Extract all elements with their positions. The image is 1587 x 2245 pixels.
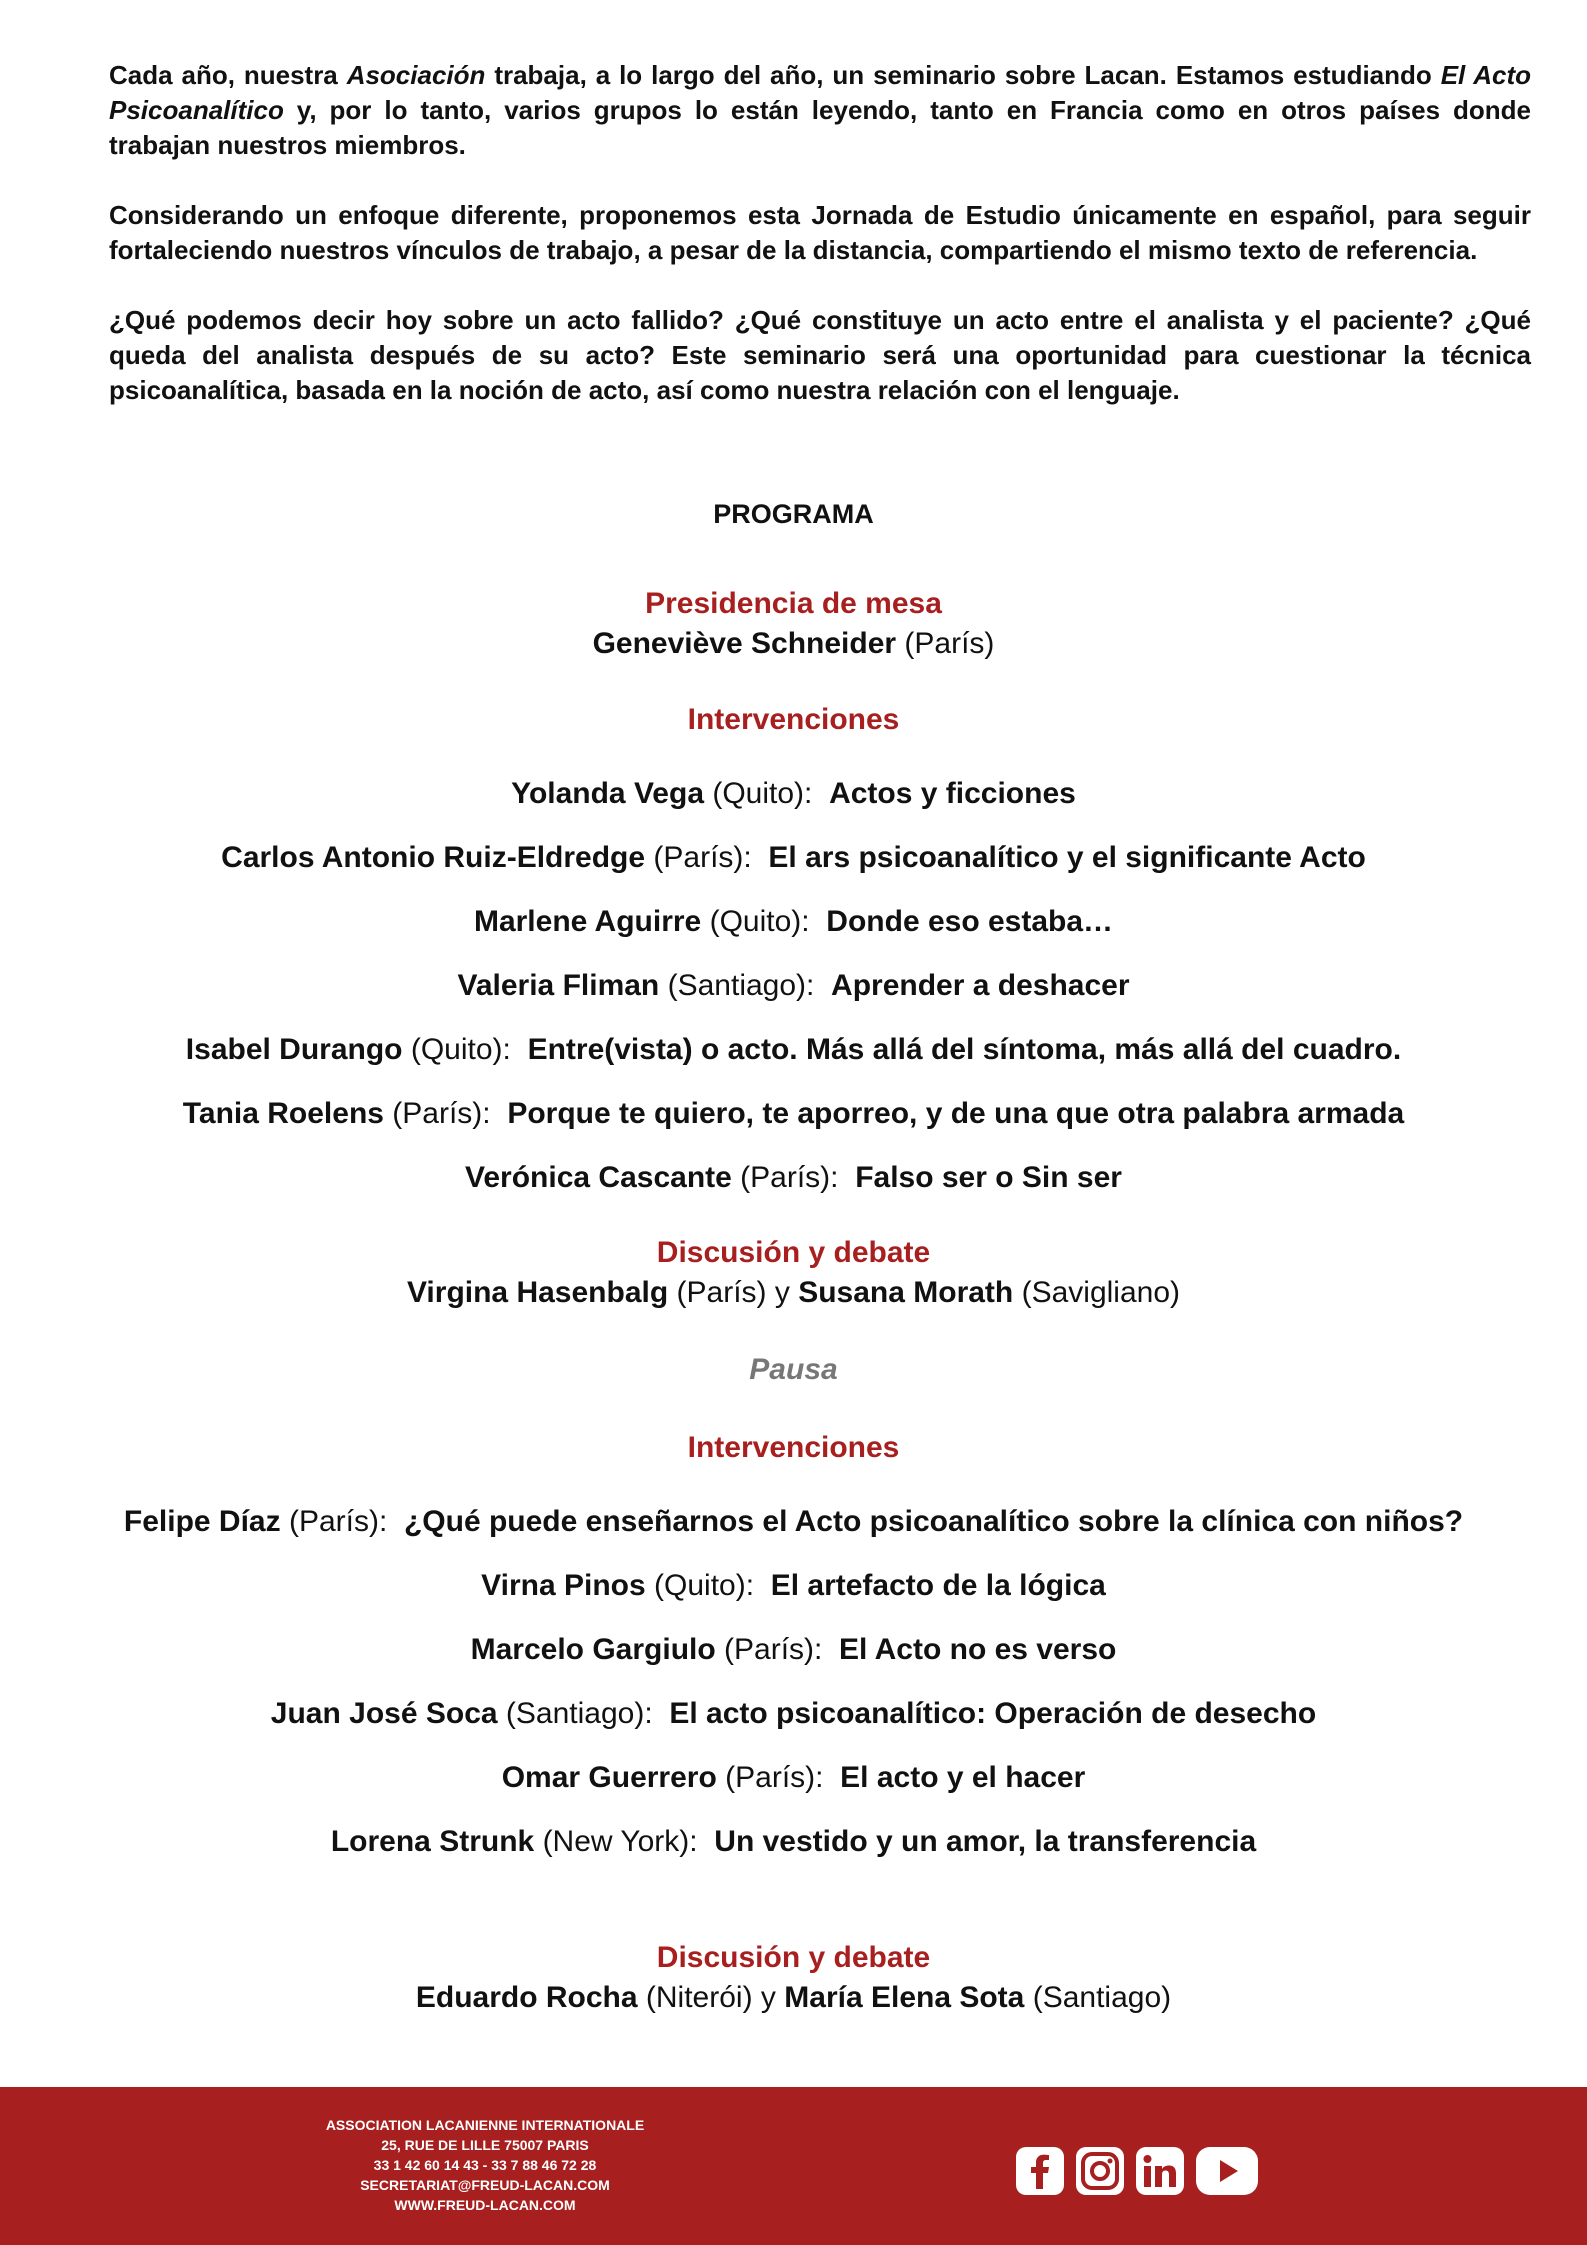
- instagram-icon[interactable]: [1076, 2147, 1124, 2195]
- interventions-heading-1: Intervenciones: [687, 703, 900, 736]
- debate-name: Eduardo Rocha: [415, 1981, 638, 2014]
- footer-website[interactable]: WWW.FREUD-LACAN.COM: [394, 2197, 576, 2213]
- intro-paragraph-1: [109, 58, 1531, 163]
- interventions-list-2: [0, 1502, 1587, 1886]
- debate-heading: Discusión y debate: [656, 1236, 931, 1269]
- speaker-name: Isabel Durango: [185, 1033, 403, 1066]
- speaker-city: (París):: [392, 1097, 491, 1130]
- speaker-name: Marlene Aguirre: [473, 905, 702, 938]
- talk-row: [0, 1566, 1587, 1606]
- talk-title: Entre(vista) o acto. Más allá del síntoma, más allá del cuadro.: [527, 1033, 1402, 1066]
- footer-street: 25, RUE DE LILLE 75007 PARIS: [381, 2137, 589, 2153]
- speaker-name: Verónica Cascante: [465, 1161, 732, 1194]
- speaker-city: (Quito):: [709, 905, 810, 938]
- speaker-name: Tania Roelens: [182, 1097, 384, 1130]
- debate-section-2: [0, 1938, 1587, 2018]
- talk-row: [0, 1094, 1587, 1134]
- debate-conjunction: y: [760, 1981, 776, 2014]
- intro-text: [109, 58, 1531, 443]
- pause-label: Pausa: [749, 1353, 838, 1386]
- youtube-icon[interactable]: [1196, 2147, 1258, 2195]
- footer: [0, 2087, 1587, 2245]
- facebook-icon[interactable]: [1016, 2147, 1064, 2195]
- presidency-heading: Presidencia de mesa: [645, 587, 942, 620]
- speaker-city: (Quito):: [410, 1033, 511, 1066]
- speaker-city: (París):: [724, 1633, 823, 1666]
- talk-row: [0, 1030, 1587, 1070]
- talk-title: El acto psicoanalítico: Operación de desecho: [669, 1697, 1317, 1730]
- talk-row: [0, 774, 1587, 814]
- speaker-city: (Santiago):: [667, 969, 815, 1002]
- intro-p1-part: Cada año, nuestra: [109, 60, 347, 90]
- debate-city: (Savigliano): [1021, 1276, 1181, 1309]
- talk-title: El acto y el hacer: [840, 1761, 1086, 1794]
- linkedin-icon[interactable]: [1136, 2147, 1184, 2195]
- intro-p1-book-title: El Acto Psicoanalítico: [109, 60, 1531, 125]
- talk-row: [0, 1630, 1587, 1670]
- social-icons: [1016, 2147, 1258, 2195]
- talk-row: [0, 1502, 1587, 1542]
- footer-address: [285, 2115, 685, 2215]
- footer-phones: 33 1 42 60 14 43 - 33 7 88 46 72 28: [373, 2157, 597, 2173]
- talk-title: Donde eso estaba…: [826, 905, 1114, 938]
- speaker-name: Marcelo Gargiulo: [470, 1633, 716, 1666]
- debate-name: Virgina Hasenbalg: [406, 1276, 669, 1309]
- speaker-city: (París):: [740, 1161, 839, 1194]
- debate-name: Susana Morath: [798, 1276, 1014, 1309]
- talk-row: [0, 1158, 1587, 1198]
- talk-title: Aprender a deshacer: [831, 969, 1130, 1002]
- intro-p1-association: Asociación: [346, 60, 486, 90]
- talk-row: [0, 1694, 1587, 1734]
- speaker-name: Carlos Antonio Ruiz-Eldredge: [221, 841, 646, 874]
- debate-city: (Niterói): [645, 1981, 753, 2014]
- talk-row: [0, 902, 1587, 942]
- interventions-heading-2: Intervenciones: [687, 1431, 900, 1464]
- talk-row: [0, 838, 1587, 878]
- debate-line: [0, 1273, 1587, 1313]
- interventions-list-1: [0, 774, 1587, 1222]
- talk-title: Un vestido y un amor, la transferencia: [714, 1825, 1257, 1858]
- intro-paragraph-3: ¿Qué podemos decir hoy sobre un acto fallido? ¿Qué constituye un acto entre el analista y el paciente? ¿Qué queda del analista después de su acto? Este seminario será una oportunidad para cuestionar la técnica psicoanalítica, basada en la noción de acto, así como nuestra relación con el lenguaje.: [109, 305, 1531, 405]
- talk-row: [0, 1758, 1587, 1798]
- presidency-line: [0, 624, 1587, 664]
- debate-city: (París): [676, 1276, 767, 1309]
- speaker-city: (Santiago):: [505, 1697, 653, 1730]
- debate-name: María Elena Sota: [784, 1981, 1025, 2014]
- speaker-city: (Quito):: [654, 1569, 755, 1602]
- talk-title: Porque te quiero, te aporreo, y de una que otra palabra armada: [507, 1097, 1405, 1130]
- talk-title: El ars psicoanalítico y el significante Acto: [768, 841, 1366, 874]
- debate-city: (Santiago): [1032, 1981, 1172, 2014]
- intro-p1-part: y, por lo tanto, varios grupos lo están leyendo, tanto en Francia como en otros países donde trabajan nuestros miembros.: [109, 95, 1531, 160]
- speaker-name: Yolanda Vega: [511, 777, 705, 810]
- intro-paragraph-2: Considerando un enfoque diferente, proponemos esta Jornada de Estudio únicamente en español, para seguir fortaleciendo nuestros vínculos de trabajo, a pesar de la distancia, compartiendo el mismo texto de referencia.: [109, 200, 1531, 265]
- talk-row: [0, 1822, 1587, 1862]
- intro-p1-part: trabaja, a lo largo del año, un seminario sobre Lacan. Estamos estudiando: [485, 60, 1441, 90]
- talk-title: Falso ser o Sin ser: [855, 1161, 1122, 1194]
- speaker-city: (París):: [725, 1761, 824, 1794]
- presidency-section: [0, 584, 1587, 664]
- talk-title: El Acto no es verso: [839, 1633, 1117, 1666]
- speaker-city: (New York):: [542, 1825, 698, 1858]
- speaker-name: Valeria Fliman: [457, 969, 660, 1002]
- talk-row: [0, 966, 1587, 1006]
- debate-section-1: [0, 1233, 1587, 1313]
- speaker-name: Lorena Strunk: [330, 1825, 535, 1858]
- debate-heading: Discusión y debate: [656, 1941, 931, 1974]
- speaker-name: Felipe Díaz: [123, 1505, 281, 1538]
- program-title: PROGRAMA: [713, 499, 874, 529]
- talk-title: ¿Qué puede enseñarnos el Acto psicoanalítico sobre la clínica con niños?: [403, 1505, 1464, 1538]
- speaker-name: Juan José Soca: [270, 1697, 498, 1730]
- speaker-city: (París):: [653, 841, 752, 874]
- footer-org: ASSOCIATION LACANIENNE INTERNATIONALE: [325, 2117, 645, 2133]
- speaker-name: Virna Pinos: [481, 1569, 646, 1602]
- presidency-city: (París): [904, 627, 995, 660]
- footer-email[interactable]: SECRETARIAT@FREUD-LACAN.COM: [360, 2177, 610, 2193]
- presidency-name: Geneviève Schneider: [592, 627, 897, 660]
- talk-title: El artefacto de la lógica: [770, 1569, 1106, 1602]
- speaker-name: Omar Guerrero: [501, 1761, 717, 1794]
- speaker-city: (París):: [288, 1505, 388, 1538]
- debate-line: [0, 1978, 1587, 2018]
- speaker-city: (Quito):: [712, 777, 813, 810]
- debate-conjunction: y: [774, 1276, 790, 1309]
- talk-title: Actos y ficciones: [829, 777, 1076, 810]
